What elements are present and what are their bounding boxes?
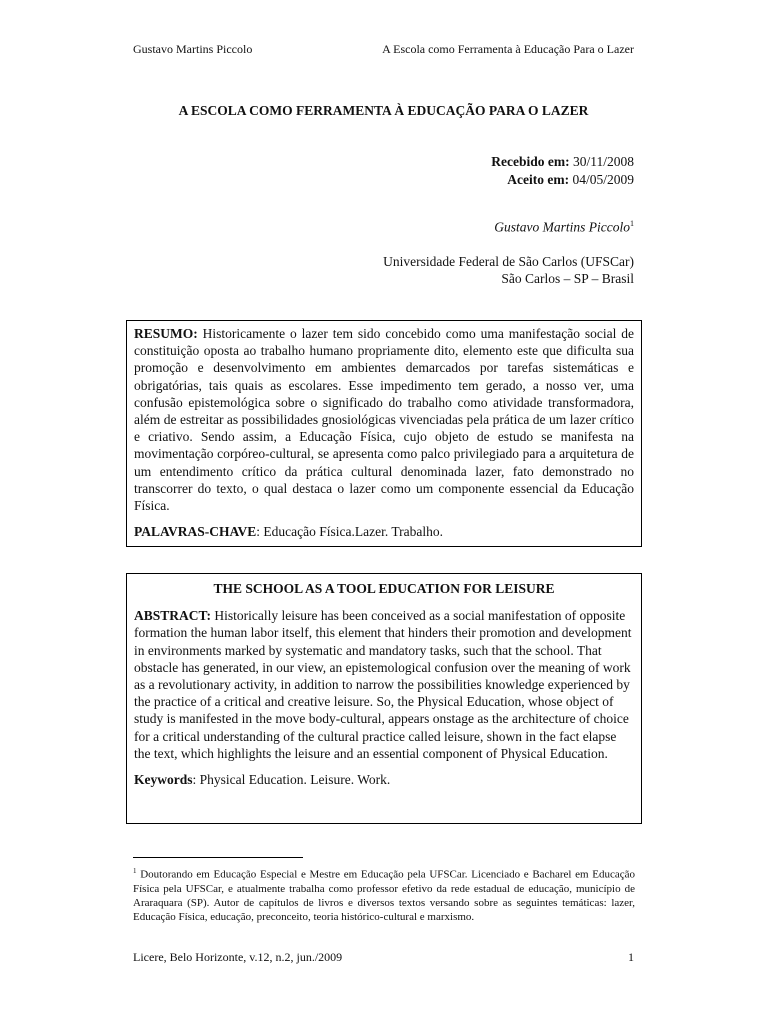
accepted-value: 04/05/2009 — [569, 172, 634, 187]
journal-citation: Licere, Belo Horizonte, v.12, n.2, jun./2009 — [133, 950, 343, 964]
accepted-date — [491, 171, 634, 189]
footnote — [133, 864, 635, 924]
accepted-label: Aceito em: — [507, 172, 570, 187]
header-author: Gustavo Martins Piccolo — [133, 42, 253, 56]
author-name: Gustavo Martins Piccolo — [494, 219, 630, 235]
author-footnote-mark: 1 — [630, 219, 634, 228]
palavras-chave — [134, 523, 634, 540]
keywords-label: Keywords — [134, 772, 193, 788]
abstract-paragraph — [134, 607, 634, 762]
page-number: 1 — [628, 950, 634, 964]
received-date — [491, 153, 634, 171]
running-footer — [133, 950, 634, 965]
affiliation-university: Universidade Federal de São Carlos (UFSCar) — [383, 254, 634, 269]
abstract-box — [126, 573, 642, 824]
header-short-title: A Escola como Ferramenta à Educação Para o Lazer — [382, 42, 634, 56]
english-title: THE SCHOOL AS A TOOL EDUCATION FOR LEISURE — [213, 581, 555, 596]
abstract-label: ABSTRACT: — [134, 608, 212, 624]
footnote-divider — [133, 857, 303, 858]
affiliation — [383, 253, 634, 287]
footnote-mark: 1 — [133, 867, 137, 875]
received-value: 30/11/2008 — [569, 154, 634, 169]
footnote-text: Doutorando em Educação Especial e Mestre em Educação pela UFSCar. Licenciado e Bacharel em Educação Física pela UFSCar, e atualmente trabalha como professor efetivo da rede estadual de educação, município de Araraquara (SP). Autor de capítulos de livros e diversos textos versando sobre as seguintes temáticas: lazer, Educação Física, educação, preconceito, teoria histórico-cultural e marxismo. — [133, 868, 635, 924]
keywords — [134, 771, 634, 788]
article-title: A ESCOLA COMO FERRAMENTA À EDUCAÇÃO PARA O LAZER — [178, 103, 589, 118]
received-label: Recebido em: — [491, 154, 570, 169]
running-header — [133, 42, 634, 57]
resumo-box — [126, 320, 642, 547]
resumo-text: Historicamente o lazer tem sido concebido como uma manifestação social de constituição oposta ao trabalho humano propriamente dito, elemento este que dificulta sua promoção e desenvolvimento em ambientes demarcados por tarefas sistemáticas e obrigatórias, tais quais as escolares. Esse impedimento tem gerado, a nosso ver, uma confusão epistemológica sobre o significado do trabalho como atividade transformadora, além de estreitar as possibilidades gnosiológicas vivenciadas pela prática de um lazer crítico e criativo. Sendo assim, a Educação Física, cujo objeto de estudo se manifesta na movimentação corpóreo-cultural, se apresenta como palco privilegiado para a arquitetura de um entendimento crítico da prática cultural denominada lazer, fato demonstrado no transcorrer do texto, o qual destaca o lazer como um componente essencial da Educação Física. — [134, 326, 634, 514]
author-line — [494, 219, 634, 236]
palavras-chave-text: : Educação Física.Lazer. Trabalho. — [256, 524, 443, 540]
submission-dates — [491, 153, 634, 189]
keywords-text: : Physical Education. Leisure. Work. — [192, 772, 391, 788]
affiliation-location: São Carlos – SP – Brasil — [501, 271, 634, 286]
palavras-chave-label: PALAVRAS-CHAVE — [134, 524, 257, 540]
resumo-label: RESUMO: — [134, 326, 198, 341]
resumo-paragraph — [134, 325, 634, 514]
abstract-text: Historically leisure has been conceived as a social manifestation of opposite formation the human labor itself, this element that hinders their promotion and development in environments marked by systematic and mandatory tasks, such that the school. That obstacle has generated, in our view, an epistemological confusion over the meaning of work as a revolutionary activity, in addition to narrow the possibilities knowledge experienced by the practice of a critical and creative leisure. So, the Physical Education, whose object of study is manifested in the move body-cultural, appears onstage as the architecture of choice for a critical understanding of the cultural practice called leisure, shown in the fact elapse the text, which highlights the leisure and an essential component of Physical Education. — [134, 608, 632, 761]
